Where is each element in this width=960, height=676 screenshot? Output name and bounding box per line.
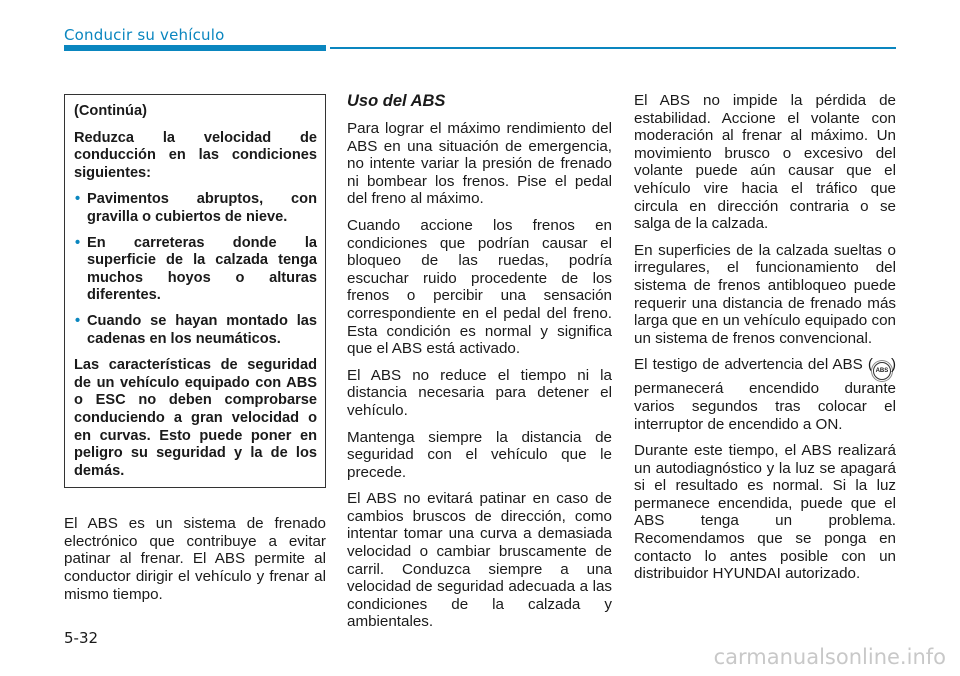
caution-closing: Las características de seguridad de un vehículo equipado con ABS o ESC no deben comprobarse conduciendo a gran velocidad o en curvas. Esto puede poner en peligro su seguridad y la de los demás. [74, 357, 317, 479]
column-middle [347, 92, 612, 640]
text-fragment: ) permanecerá encendido durante varios segundos tras colocar el interruptor de encendido a ON. [634, 356, 896, 433]
list-item [74, 191, 317, 226]
section-title: Conducir su vehículo [64, 26, 225, 44]
list-item-text: Pavimentos abruptos, con gravilla o cubiertos de nieve. [87, 191, 317, 225]
paragraph: El ABS no evitará patinar en caso de cambios bruscos de dirección, como intentar tomar una curva a demasiada velocidad o cambiar bruscamente de carril. Conduzca siempre a una velocidad de seguridad adecuada a las condiciones de la calzada y ambientales. [347, 490, 612, 631]
subsection-title: Uso del ABS [347, 92, 446, 110]
bullet-icon: • [75, 191, 81, 208]
paragraph: El ABS no reduce el tiempo ni la distancia necesaria para detener el vehículo. [347, 366, 612, 419]
bullet-icon: • [75, 312, 81, 329]
paragraph: Para lograr el máximo rendimiento del ABS en una situación de emergencia, no intente variar la presión de frenado ni bombear los frenos. Pise el pedal del freno al máximo. [347, 120, 612, 208]
paragraph: El ABS no impide la pérdida de estabilidad. Accione el volante con moderación al frenar al máximo. Un movimiento brusco o excesivo del volante puede aún causar que el vehículo vire hacia el tráfico que circula en dirección contraria o se salga de la calzada. [634, 92, 896, 233]
paragraph: Cuando accione los frenos en condiciones que podrían causar el bloqueo de las ruedas, podría escuchar ruido procedente de los frenos o percibir una sensación correspondiente en el pedal del freno. Esta condición es normal y significa que el ABS está activado. [347, 216, 612, 358]
column-right [634, 92, 896, 592]
text-fragment: El testigo de advertencia del ABS ( [634, 356, 873, 374]
header-rule-thin [330, 47, 896, 49]
header-rule-thick [64, 45, 326, 51]
paragraph: Durante este tiempo, el ABS realizará un autodiagnóstico y la luz se apagará si el resultado es normal. Si la luz permanece encendida, puede que el ABS tenga un problema. Recomendamos que se ponga en contacto lo antes posible con un distribuidor HYUNDAI autorizado. [634, 442, 896, 583]
watermark: carmanualsonline.info [713, 645, 946, 669]
paragraph: En superficies de la calzada sueltas o irregulares, el funcionamiento del sistema de frenos antibloqueo puede requerir una distancia de frenado más larga que en un vehículo equipado con un sistema de frenos convencional. [634, 241, 896, 347]
caution-list [74, 191, 317, 348]
abs-description: El ABS es un sistema de frenado electrónico que contribuye a evitar patinar al frenar. El ABS permite al conductor dirigir el vehículo y frenar al mismo tiempo. [64, 515, 326, 603]
caution-heading: (Continúa) [74, 103, 147, 119]
column-left [64, 94, 326, 612]
caution-box [64, 94, 326, 488]
list-item [74, 235, 317, 305]
paragraph: Mantenga siempre la distancia de seguridad con el vehículo que le precede. [347, 428, 612, 481]
list-item-text: Cuando se hayan montado las cadenas en los neumáticos. [87, 312, 317, 347]
caution-intro: Reduzca la velocidad de conducción en las condiciones siguientes: [74, 129, 317, 181]
paragraph-warning-light [634, 356, 896, 433]
list-item [74, 313, 317, 348]
page-number: 5-32 [64, 629, 99, 647]
bullet-icon: • [75, 234, 81, 251]
list-item-text: En carreteras donde la superficie de la calzada tenga muchos hoyos o alturas diferentes. [87, 234, 317, 304]
abs-warning-icon: ABS [873, 362, 891, 380]
